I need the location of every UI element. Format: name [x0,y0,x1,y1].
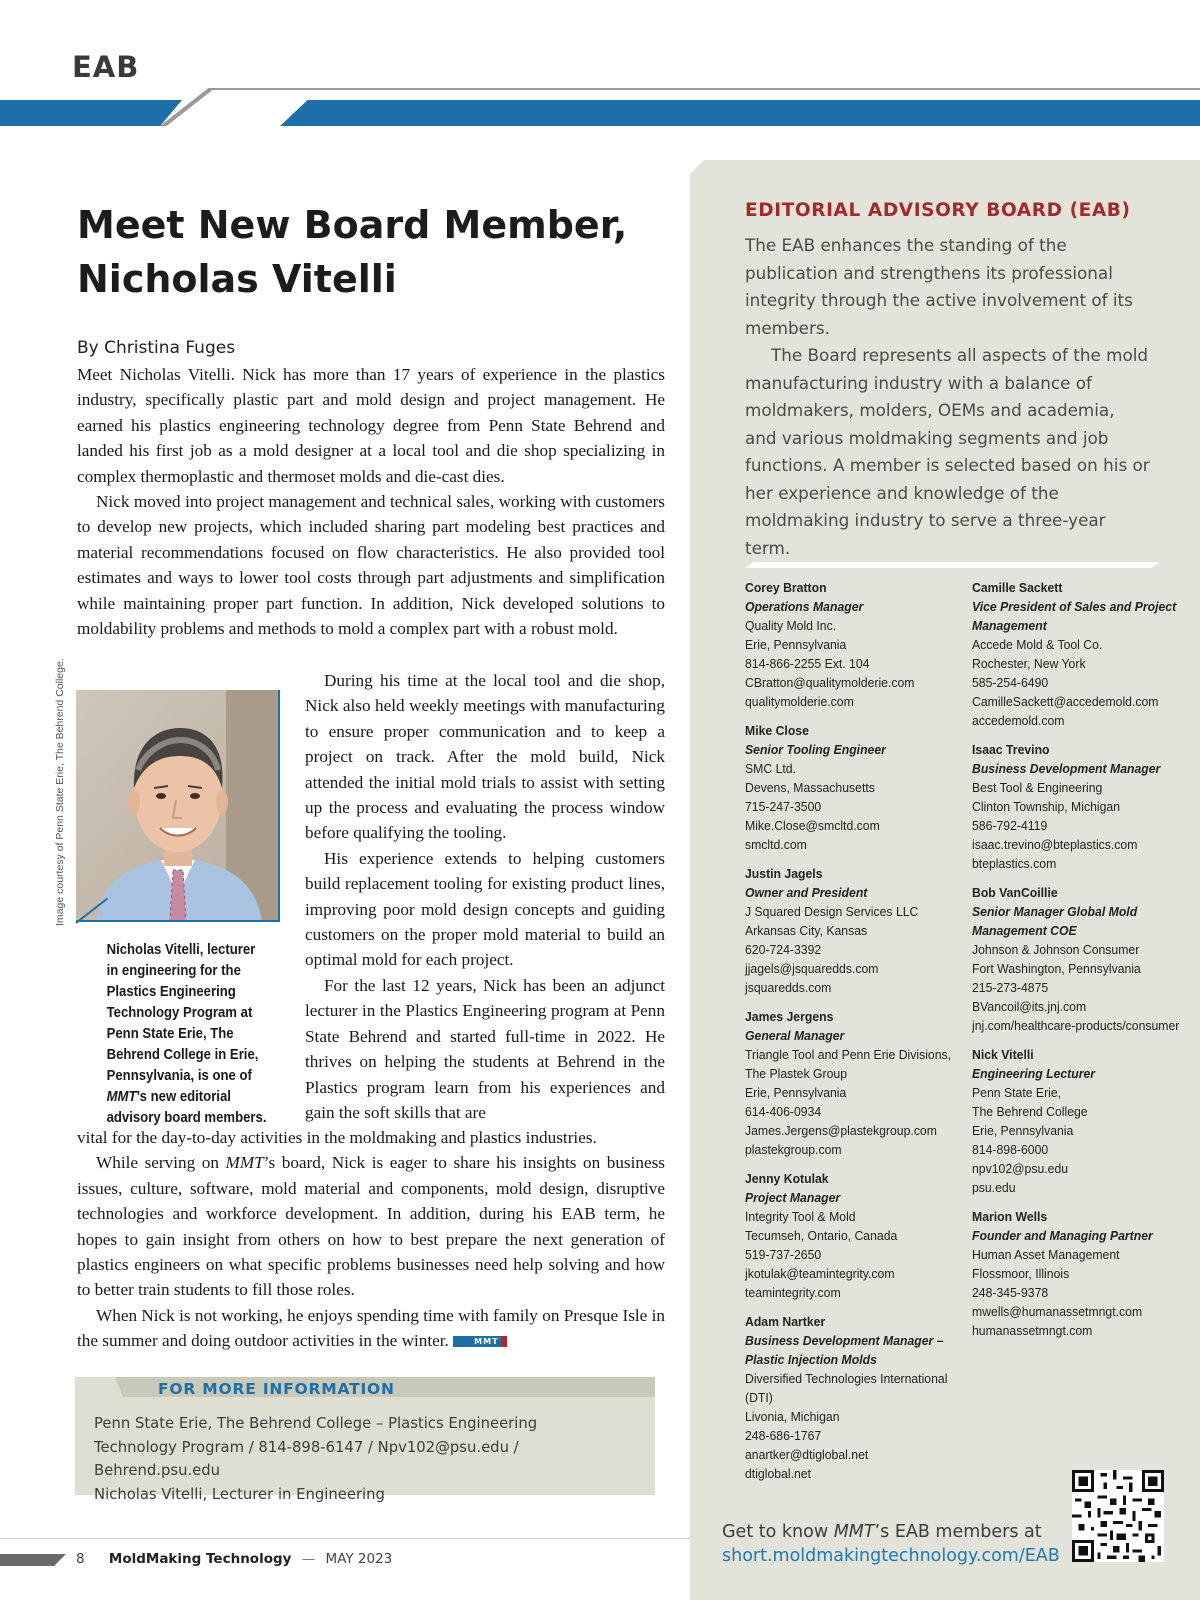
member-detail: Livonia, Michigan [745,1409,840,1424]
article-paragraph: Meet Nicholas Vitelli. Nick has more than 17 years of experience in the plastics industry, specifically plastic part and mold design and project management. He earned his plastics engineering technology degree from Penn State Behrend and landed his first job as a mold designer at a local tool and die shop specializing in complex thermoplastic and thermoset molds and die-cast dies. [77,365,665,486]
member-detail: Clinton Township, Michigan [972,799,1121,814]
member-contact-link[interactable]: jsquaredds.com [745,980,832,995]
footer-rule [0,1538,690,1539]
member-title: Project Manager [745,1190,841,1205]
member-name: James Jergens [745,1009,834,1024]
member-title: Senior Manager Global Mold Management COE [972,904,1138,938]
eab-footer-text: Get to know MMT’s EAB members at [722,1522,1042,1542]
header-bar-left [0,100,182,126]
article-body-middle [305,668,665,1125]
more-info-line[interactable]: Penn State Erie, The Behrend College – Plastics Engineering Technology Program / 814-898-6147 / Npv102@psu.edu / Behrend.psu.edu [94,1415,538,1479]
article-body-bottom [77,1125,665,1354]
member-contact-link[interactable]: James.Jergens@plastekgroup.com [745,1123,937,1138]
page-footer [76,1551,392,1567]
member-title: Engineering Lecturer [972,1066,1096,1081]
more-info-line: Nicholas Vitelli, Lecturer in Engineering [94,1485,385,1503]
member-contact-link[interactable]: mwells@humanassetmngt.com [972,1304,1143,1319]
member-detail: Rochester, New York [972,656,1086,671]
article-title [77,198,637,306]
eab-desc-paragraph: The EAB enhances the standing of the publication and strengthens its professional integrity through the active involvement of its members. [745,235,1133,338]
member-contact-link[interactable]: CamilleSackett@accedemold.com [972,694,1159,709]
board-member [972,578,1188,730]
member-title: Business Development Manager – Plastic Injection Molds [745,1333,944,1367]
member-name: Marion Wells [972,1209,1048,1224]
member-contact-link[interactable]: qualitymolderie.com [745,694,854,709]
eab-divider [745,562,1160,568]
portrait-image [76,690,280,922]
member-name: Camille Sackett [972,580,1063,595]
board-member [745,1007,952,1159]
member-contact-link[interactable]: jkotulak@teamintegrity.com [745,1266,895,1281]
title-line: Nicholas Vitelli [77,257,397,301]
member-detail: Triangle Tool and Penn Erie Divisions, The Plastek Group [745,1047,952,1081]
member-contact-link[interactable]: humanassetmngt.com [972,1323,1093,1338]
member-column-right [972,578,1188,1350]
member-detail: Tecumseh, Ontario, Canada [745,1228,898,1243]
member-detail: 519-737-2650 [745,1247,822,1262]
photo-caption: Nicholas Vitelli, lecturer in engineering for the Plastics Engineering Technology Program at Penn State Erie, The Behrend College in Erie, Pennsylvania, is one of MMT’s new editorial advisory board members. [106,942,267,1126]
article-paragraph: For the last 12 years, Nick has been an adjunct lecturer in the Plastics Engineering program at Penn State Behrend and started full-time in 2022. He thrives on helping the students at Behrend in the Plastics program learn from his experiences and gain the soft skills that are [305,975,665,1122]
member-detail: 215-273-4875 [972,980,1049,995]
member-contact-link[interactable]: isaac.trevino@bteplastics.com [972,837,1138,852]
member-detail: 814-866-2255 Ext. 104 [745,656,870,671]
member-name: Bob VanCoillie [972,885,1058,900]
member-contact-link[interactable]: smcltd.com [745,837,807,852]
member-name: Mike Close [745,723,809,738]
member-name: Corey Bratton [745,580,827,595]
member-title: Founder and Managing Partner [972,1228,1153,1243]
photo-credit: Image courtesy of Penn State Erie, The Behrend College. [54,658,66,926]
member-name: Jenny Kotulak [745,1171,829,1186]
member-contact-link[interactable]: CBratton@qualitymolderie.com [745,675,915,690]
article-paragraph: vital for the day-to-day activities in the moldmaking and plastics industries. [77,1128,597,1147]
member-detail: Penn State Erie, [972,1085,1062,1100]
board-member [972,740,1188,873]
member-detail: Diversified Technologies International (DTI) [745,1371,948,1405]
member-title: Vice President of Sales and Project Management [972,599,1177,633]
byline: By Christina Fuges [77,338,236,358]
board-member [745,721,952,854]
article-paragraph: When Nick is not working, he enjoys spending time with family on Presque Isle in the summer and doing outdoor activities in the winter. MMT [77,1305,665,1351]
board-member [972,1207,1188,1340]
member-detail: 248-686-1767 [745,1428,822,1443]
member-title: Business Development Manager [972,761,1161,776]
member-detail: Erie, Pennsylvania [745,637,847,652]
member-column-left [745,578,952,1493]
member-contact-link[interactable]: accedemold.com [972,713,1065,728]
member-detail: Flossmoor, Illinois [972,1266,1070,1281]
board-member [745,578,952,711]
member-contact-link[interactable]: anartker@dtiglobal.net [745,1447,869,1462]
member-detail: Johnson & Johnson Consumer [972,942,1140,957]
member-contact-link[interactable]: dtiglobal.net [745,1466,811,1481]
member-title: General Manager [745,1028,845,1043]
member-contact-link[interactable]: jjagels@jsquaredds.com [745,961,879,976]
member-detail: SMC Ltd. [745,761,796,776]
member-detail: 586-792-4119 [972,818,1048,833]
title-line: Meet New Board Member, [77,203,628,247]
member-detail: 585-254-6490 [972,675,1049,690]
member-detail: Accede Mold & Tool Co. [972,637,1103,652]
article-paragraph: Nick moved into project management and technical sales, working with customers to develop new projects, which included sharing part modeling best practices and material recommendations focused on flow characteristics. He also provided tool estimates and ways to lower tool costs through part adjustments and simplification while maintaining proper part function. In addition, Nick developed solutions to moldability problems and methods to mold a complex part with a robust mold. [77,492,665,639]
eab-heading: EDITORIAL ADVISORY BOARD (EAB) [745,200,1131,221]
board-member [745,1169,952,1302]
member-name: Justin Jagels [745,866,823,881]
board-member [972,1045,1188,1197]
footer-accent-bar [0,1554,66,1566]
publication-name: MoldMaking Technology [108,1551,292,1567]
member-contact-link[interactable]: psu.edu [972,1180,1016,1195]
article-paragraph: While serving on MMT’s board, Nick is eager to share his insights on business issues, culture, software, mold material and components, mold design, disruptive technologies and workforce development. In addition, during his EAB term, he hopes to gain insight from others on how to best prepare the next generation of plastics engineers on what specific problems businesses need help solving and how to better train students to fill those roles. [77,1153,665,1300]
header-bar-right [280,100,1200,126]
more-info-title: FOR MORE INFORMATION [158,1380,395,1398]
member-contact-link[interactable]: plastekgroup.com [745,1142,842,1157]
member-detail: 248-345-9378 [972,1285,1049,1300]
mmt-end-mark-icon: MMT [453,1336,506,1347]
member-contact-link[interactable]: npv102@psu.edu [972,1161,1069,1176]
article-paragraph: His experience extends to helping customers build replacement tooling for existing product lines, improving poor mold design concepts and guiding customers on the proper mold material to build an optimal mold for each project. [305,848,665,970]
issue-date: MAY 2023 [325,1551,393,1567]
member-title: Owner and President [745,885,868,900]
header-rule [210,88,1200,90]
member-detail: Best Tool & Engineering [972,780,1103,795]
eab-footer [722,1520,1060,1568]
qr-code-icon[interactable] [1072,1470,1164,1562]
member-contact-link[interactable]: BVancoil@its.jnj.com [972,999,1087,1014]
board-member [745,1312,952,1483]
member-detail: Human Asset Management [972,1247,1120,1262]
member-detail: Quality Mold Inc. [745,618,837,633]
eab-description [745,232,1150,562]
article-body-top [77,362,665,641]
member-title: Senior Tooling Engineer [745,742,886,757]
board-member [745,864,952,997]
member-detail: 614-406-0934 [745,1104,822,1119]
member-title: Operations Manager [745,599,864,614]
page-number: 8 [76,1551,85,1567]
member-detail: Devens, Massachusetts [745,780,875,795]
member-detail: Arkansas City, Kansas [745,923,868,938]
member-detail: 620-724-3392 [745,942,822,957]
member-detail: The Behrend College [972,1104,1088,1119]
member-detail: Erie, Pennsylvania [972,1123,1074,1138]
member-detail: 814-898-6000 [972,1142,1049,1157]
member-name: Isaac Trevino [972,742,1050,757]
section-label: EAB [72,50,140,84]
footer-separator: — [301,1551,316,1567]
member-contact-link[interactable]: jnj.com/healthcare-products/consumer [972,1018,1180,1033]
member-name: Nick Vitelli [972,1047,1034,1062]
member-detail: Fort Washington, Pennsylvania [972,961,1141,976]
eab-desc-paragraph: The Board represents all aspects of the mold manufacturing industry with a balance of moldmakers, molders, OEMs and academia, and various moldmaking segments and job functions. A member is selected based on his or her experience and knowledge of the moldmaking industry to serve a three-year term. [745,345,1150,558]
member-detail: Erie, Pennsylvania [745,1085,847,1100]
more-info-text [94,1412,624,1506]
member-detail: Integrity Tool & Mold [745,1209,856,1224]
member-name: Adam Nartker [745,1314,826,1329]
member-contact-link[interactable]: bteplastics.com [972,856,1057,871]
article-paragraph: During his time at the local tool and die shop, Nick also held weekly meetings with manufacturing to ensure proper communication and to keep a project on track. After the mold build, Nick attended the initial mold trials to assist with setting up the process and evaluating the process window before qualifying the tooling. [305,671,665,843]
member-detail: J Squared Design Services LLC [745,904,919,919]
member-detail: 715-247-3500 [745,799,822,814]
member-contact-link[interactable]: teamintegrity.com [745,1285,841,1300]
member-contact-link[interactable]: Mike.Close@smcltd.com [745,818,880,833]
board-member [972,883,1188,1035]
portrait-photo [76,690,280,922]
eab-footer-link[interactable]: short.moldmakingtechnology.com/EAB [722,1546,1060,1566]
